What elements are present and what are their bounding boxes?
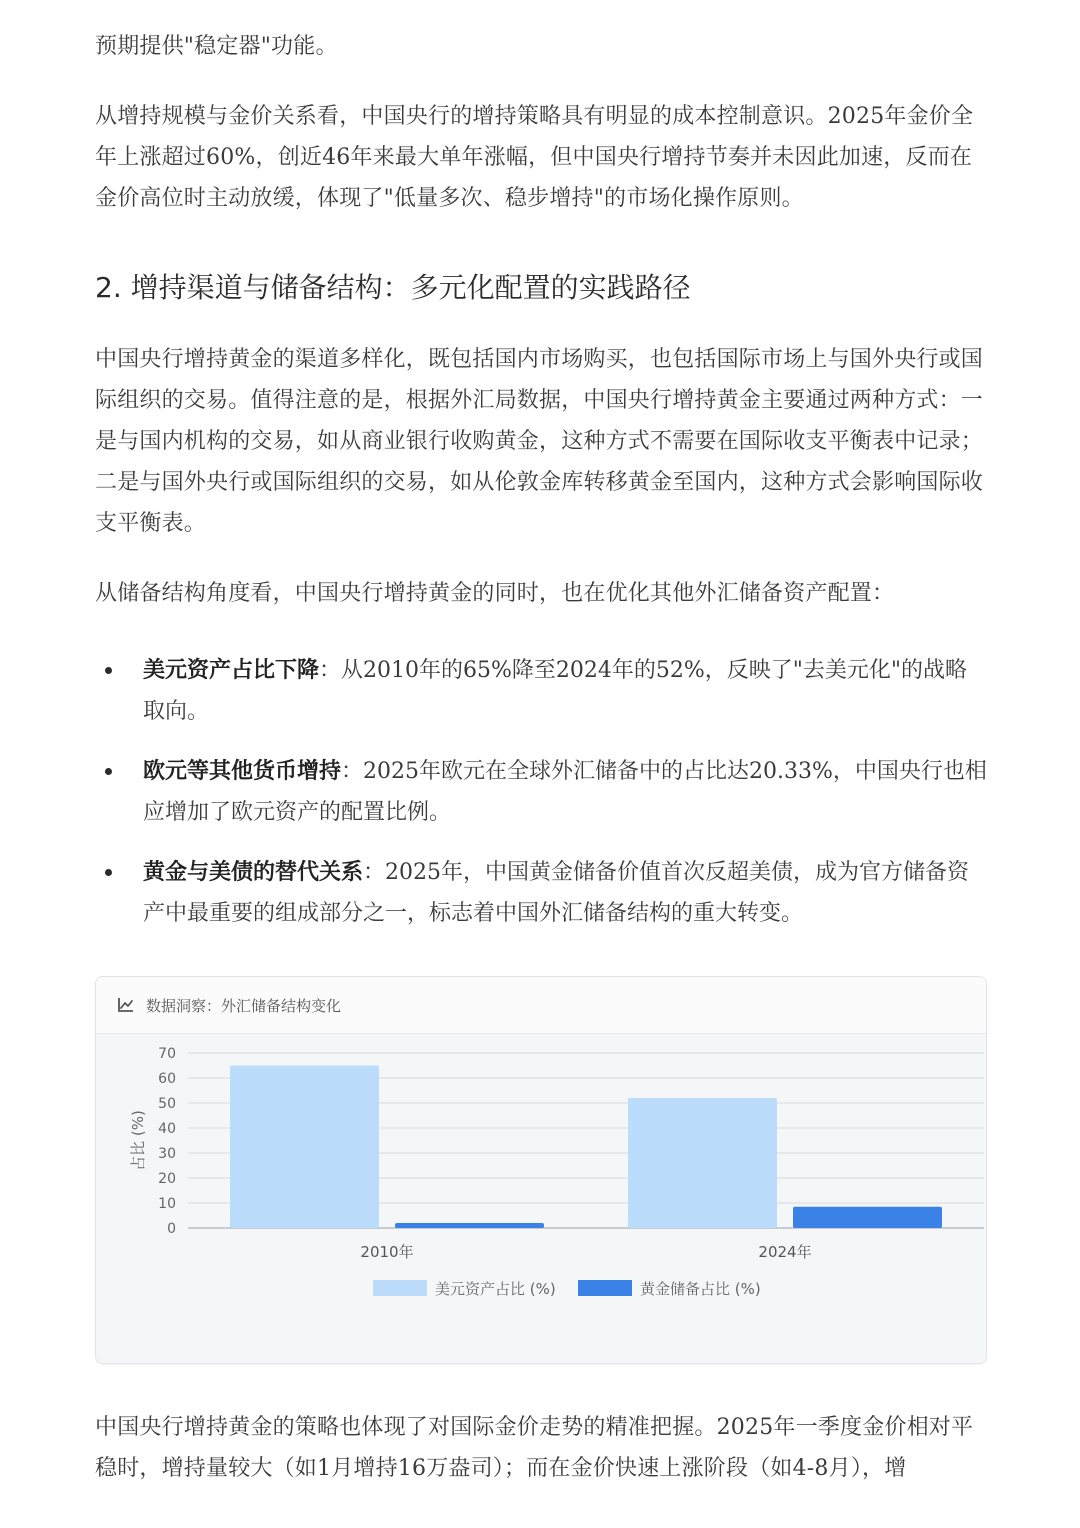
section-heading: 2. 增持渠道与储备结构：多元化配置的实践路径	[95, 271, 691, 304]
bullet-item	[95, 852, 987, 934]
y-tick-label: 20	[158, 1171, 176, 1187]
bullet-text: ：2025年欧元在全球外汇储备中的占比达20.33%，中国央行也相应增加了欧元资产的配置比例。	[143, 759, 987, 825]
paragraph-structure-intro: 从储备结构角度看，中国央行增持黄金的同时，也在优化其他外汇储备资产配置：	[95, 581, 895, 606]
bullet-title: 欧元等其他货币增持	[143, 758, 342, 784]
bullet-text: ：从2010年的65%降至2024年的52%，反映了"去美元化"的战略取向。	[143, 658, 968, 724]
bullet-dot	[105, 768, 112, 775]
legend-label: 黄金储备占比 (%)	[640, 1280, 761, 1298]
bullet-text: ：2025年，中国黄金储备价值首次反超美债，成为官方储备资产中最重要的组成部分之一，标志着中国外汇储备结构的重大转变。	[143, 860, 970, 926]
bar	[395, 1223, 544, 1228]
y-tick-label: 10	[158, 1196, 176, 1212]
paragraph-cost-control: 从增持规模与金价关系看，中国央行的增持策略具有明显的成本控制意识。2025年金价全年上涨超过60%，创近46年来最大单年涨幅，但中国央行增持节奏并未因此加速，反而在金价高位时主动放缓，体现了"低量多次、稳步增持"的市场化操作原则。	[95, 104, 974, 211]
card-title: 数据洞察：外汇储备结构变化	[146, 996, 342, 1015]
y-tick-label: 60	[158, 1071, 176, 1087]
bullet-title: 美元资产占比下降	[143, 657, 320, 683]
legend-swatch	[578, 1280, 632, 1296]
x-tick-label: 2024年	[758, 1243, 812, 1261]
y-tick-label: 0	[167, 1221, 176, 1237]
y-tick-label: 40	[158, 1121, 176, 1137]
bullet-title: 黄金与美债的替代关系	[143, 859, 364, 885]
bar	[230, 1066, 379, 1229]
bullet-item	[95, 650, 987, 732]
bullet-item	[95, 751, 987, 833]
legend-label: 美元资产占比 (%)	[435, 1280, 556, 1298]
line-chart-icon	[116, 995, 136, 1015]
y-tick-label: 30	[158, 1146, 176, 1162]
bullet-dot	[105, 869, 112, 876]
paragraph-intro-tail: 预期提供"稳定器"功能。	[95, 34, 338, 59]
bar-chart	[96, 1034, 986, 1363]
legend-swatch	[373, 1280, 427, 1296]
bar	[628, 1098, 777, 1228]
chart-area	[96, 1034, 986, 1363]
card-header	[96, 977, 986, 1034]
data-insight-card	[95, 976, 987, 1364]
bullet-dot	[105, 667, 112, 674]
paragraph-channels: 中国央行增持黄金的渠道多样化，既包括国内市场购买，也包括国际市场上与国外央行或国际组织的交易。值得注意的是，根据外汇局数据，中国央行增持黄金主要通过两种方式：一是与国内机构的交易，如从商业银行收购黄金，这种方式不需要在国际收支平衡表中记录；二是与国外央行或国际组织的交易，如从伦敦金库转移黄金至国内，这种方式会影响国际收支平衡表。	[95, 347, 984, 536]
paragraph-closing: 中国央行增持黄金的策略也体现了对国际金价走势的精准把握。2025年一季度金价相对平稳时，增持量较大（如1月增持16万盎司）；而在金价快速上涨阶段（如4-8月），增	[95, 1415, 974, 1481]
y-axis-label: 占比 (%)	[129, 1110, 147, 1171]
x-tick-label: 2010年	[360, 1243, 414, 1261]
bar	[793, 1207, 942, 1228]
structure-bullet-list	[95, 650, 987, 934]
y-tick-label: 50	[158, 1096, 176, 1112]
y-tick-label: 70	[158, 1046, 176, 1062]
